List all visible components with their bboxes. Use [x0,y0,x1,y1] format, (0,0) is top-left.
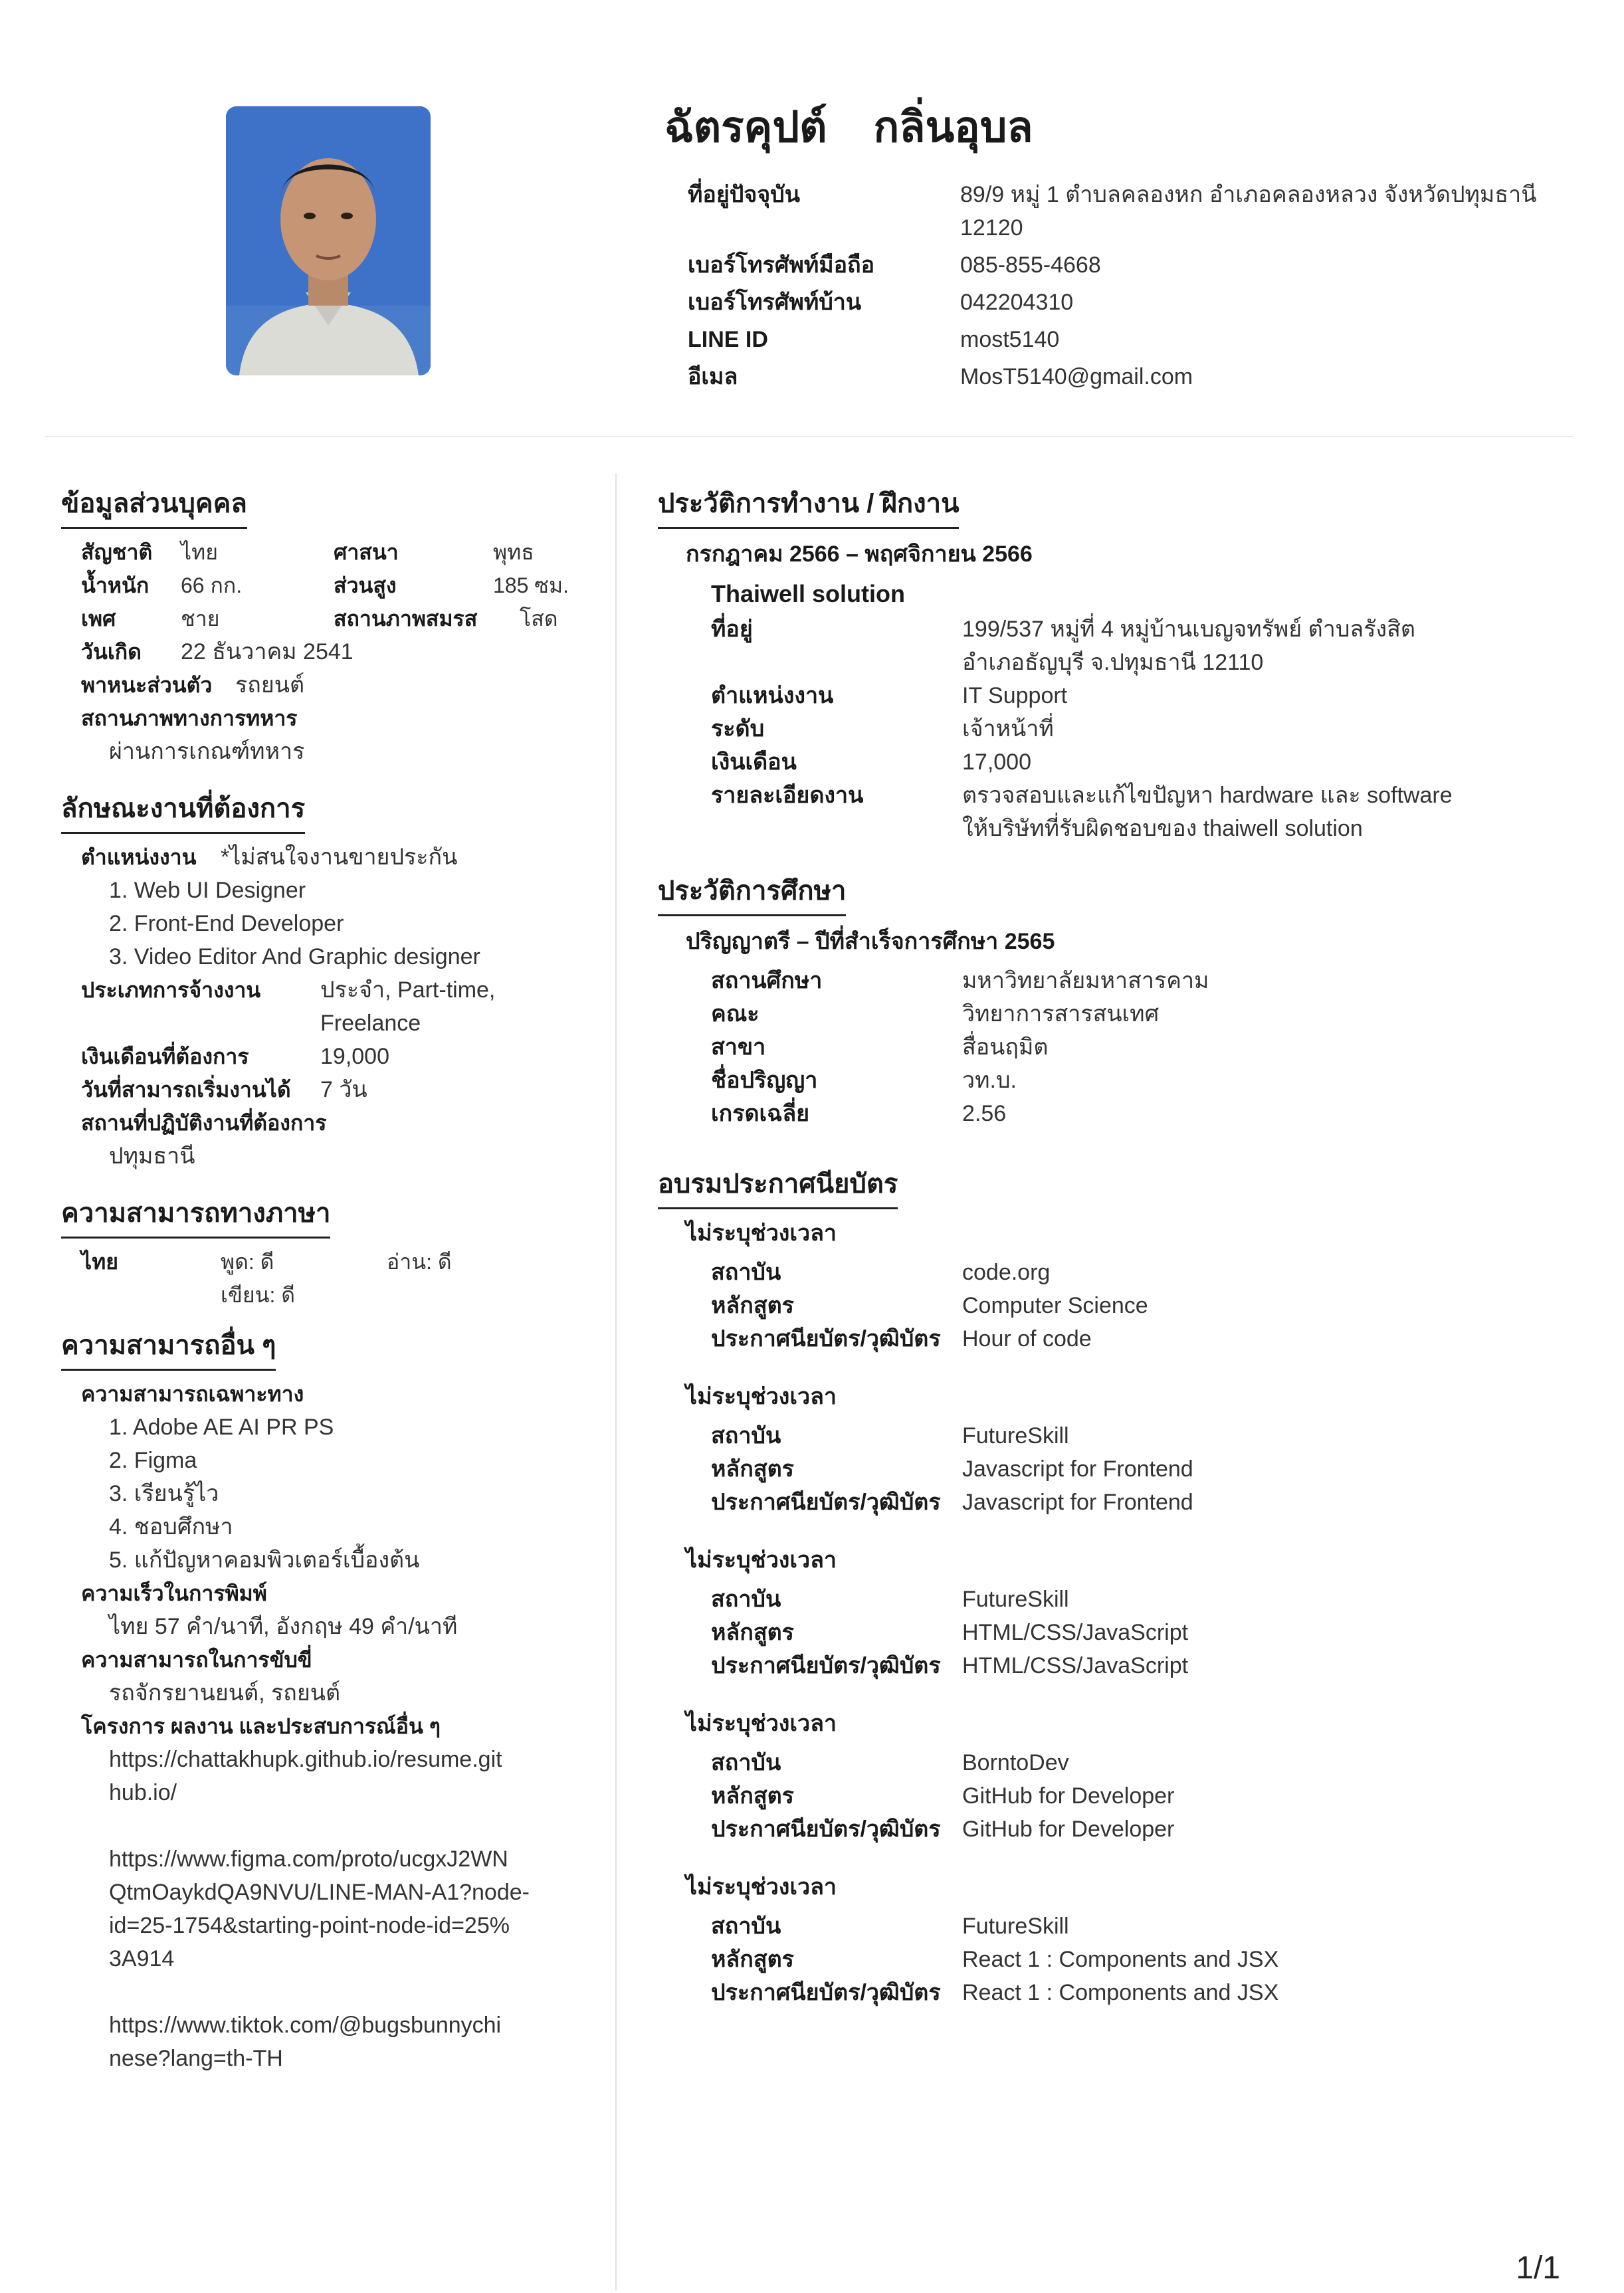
faculty-row [658,997,1575,1031]
special-skills-label: ความสามารถเฉพาะทาง [81,1382,304,1406]
marital-label: สถานภาพสมรส [334,607,478,631]
position-item: 2. Front-End Developer [109,911,344,936]
work-salary-label: เงินเดือน [711,749,797,775]
birth-label: วันเกิด [81,640,142,664]
contact-value: MosT5140@gmail.com [960,364,1193,389]
training-inst-row [658,1583,1575,1616]
last-name: กลิ่นอุบล [873,103,1033,151]
left-column [61,482,593,2075]
work-section-title: ประวัติการทำงาน / ฝึกงาน [658,482,959,529]
training-entry [658,1705,1575,1846]
language-write: เขียน: ดี [221,1283,295,1307]
full-name [664,93,1080,161]
major-label: สาขา [711,1035,766,1060]
skill-item: 2. Figma [109,1448,197,1473]
training-section-title: อบรมประกาศนียบัตร [658,1162,898,1209]
project-link-github[interactable] [61,1743,593,1809]
right-column [658,482,1575,2009]
work-level-label: ระดับ [711,716,765,742]
start-date-row [61,1073,593,1106]
contact-label: ที่อยู่ปัจจุบัน [688,182,801,207]
work-address-row [658,613,1575,679]
work-detail-label: รายละเอียดงาน [711,783,864,808]
address-line: 199/537 หมู่ที่ 4 หมู่บ้านเบญจทรัพย์ ตำบลรังสิต [962,617,1415,642]
training-course-row [658,1616,1575,1649]
link-text: QtmOaykdQA9NVU/LINE-MAN-A1?node- [109,1880,530,1905]
training-course-row [658,1289,1575,1322]
work-level-row [658,712,1575,746]
cert-value: React 1 : Components and JSX [962,1980,1279,2005]
training-period: ไม่ระบุช่วงเวลา [686,1547,837,1573]
weight-label: น้ำหนัก [81,573,150,597]
contact-email-row [688,360,1572,393]
gender-label: เพศ [81,607,116,631]
work-period: กรกฎาคม 2566 – พฤศจิกายน 2566 [686,542,1033,567]
language-speak: พูด: ดี [221,1250,274,1274]
training-course-row [658,1943,1575,1976]
inst-value: BorntoDev [962,1750,1069,1775]
weight-value: 66 กก. [181,573,243,597]
contact-home-phone-row [688,286,1572,319]
cert-label: ประกาศนียบัตร/วุฒิบัตร [711,1817,941,1842]
skills-section-title: ความสามารถอื่น ๆ [61,1324,276,1371]
link-text: 3A914 [109,1946,175,1971]
employment-type-value [320,973,495,1040]
gpa-value: 2.56 [962,1101,1007,1126]
work-position-label: ตำแหน่งงาน [711,683,834,708]
contact-block [688,178,1572,397]
contact-label: อีเมล [688,364,738,389]
nationality-value: ไทย [181,540,218,564]
work-address-label: ที่อยู่ [711,617,753,642]
contact-value: 042204310 [960,290,1074,315]
religion-value: พุทธ [493,540,534,564]
inst-value: FutureSkill [962,1587,1069,1612]
skill-item: 5. แก้ปัญหาคอมพิวเตอร์เบื้องต้น [109,1547,420,1573]
position-row [61,841,593,874]
page-number: 1/1 [1516,2250,1560,2286]
profile-photo [226,106,431,375]
language-grid [61,1245,593,1312]
expected-salary-value: 19,000 [320,1044,389,1069]
cert-value: Javascript for Frontend [962,1490,1193,1515]
birth-value: 22 ธันวาคม 2541 [181,639,354,664]
gpa-row [658,1097,1575,1130]
contact-mobile-row [688,249,1572,282]
course-value: Computer Science [962,1293,1148,1318]
inst-label: สถาบัน [711,1423,781,1448]
employment-type-line: Freelance [320,1011,421,1036]
degree-name-label: ชื่อปริญญา [711,1068,818,1093]
start-date-label: วันที่สามารถเริ่มงานได้ [81,1078,291,1102]
employment-type-label: ประเภทการจ้างงาน [81,978,261,1002]
personal-grid [61,536,593,635]
header-divider [45,436,1573,437]
school-label: สถานศึกษา [711,968,823,993]
training-inst-row [658,1256,1575,1289]
training-period: ไม่ระบุช่วงเวลา [686,1711,837,1736]
link-text: id=25-1754&starting-point-node-id=25% [109,1913,510,1938]
inst-value: FutureSkill [962,1914,1069,1939]
vehicle-row [61,668,593,702]
driving-value: รถจักรยานยนต์, รถยนต์ [109,1680,341,1706]
work-level-value: เจ้าหน้าที่ [962,716,1054,742]
birth-row [61,635,593,668]
cert-value: HTML/CSS/JavaScript [962,1653,1189,1678]
link-text: hub.io/ [109,1780,177,1805]
work-salary-row [658,746,1575,779]
degree-name-row [658,1064,1575,1097]
nationality-label: สัญชาติ [81,540,153,564]
position-label: ตำแหน่งงาน [81,845,197,869]
military-value: ผ่านการเกณฑ์ทหาร [109,739,305,764]
job-section-title: ลักษณะงานที่ต้องการ [61,787,305,834]
school-value: มหาวิทยาลัยมหาสารคาม [962,968,1209,993]
link-text: https://www.figma.com/proto/ucgxJ2WN [109,1846,508,1872]
degree-heading: ปริญญาตรี – ปีที่สำเร็จการศึกษา 2565 [686,929,1055,954]
personal-section-title: ข้อมูลส่วนบุคคล [61,482,247,529]
inst-label: สถาบัน [711,1587,781,1612]
training-entry [658,1868,1575,2009]
employment-type-row [61,973,593,1040]
course-label: หลักสูตร [711,1293,794,1318]
contact-value: most5140 [960,327,1060,352]
height-value: 185 ซม. [493,573,569,597]
contact-label: เบอร์โทรศัพท์มือถือ [688,252,875,278]
training-cert-row [658,1649,1575,1682]
training-inst-row [658,1910,1575,1943]
position-note: *ไม่สนใจงานขายประกัน [221,845,458,870]
detail-line: ให้บริษัทที่รับผิดชอบของ thaiwell solution [962,816,1363,841]
gender-value: ชาย [181,607,220,631]
language-section-title: ความสามารถทางภาษา [61,1191,330,1239]
driving-label: ความสามารถในการขับขี่ [81,1648,312,1672]
work-location-value: ปทุมธานี [109,1144,195,1169]
position-item: 3. Video Editor And Graphic designer [109,944,480,969]
work-position-value: IT Support [962,683,1068,708]
work-address-value [962,613,1575,679]
marital-value: โสด [520,607,558,631]
column-divider [615,473,617,2290]
military-label: สถานภาพทางการทหาร [81,706,298,730]
expected-salary-row [61,1040,593,1073]
training-cert-row [658,1813,1575,1846]
contact-label: LINE ID [688,327,768,352]
course-label: หลักสูตร [711,1783,794,1809]
start-date-value: 7 วัน [320,1077,367,1102]
company-name: Thaiwell solution [711,580,906,607]
course-value: Javascript for Frontend [962,1456,1193,1482]
school-row [658,964,1575,997]
education-section-title: ประวัติการศึกษา [658,869,846,916]
training-cert-row [658,1486,1575,1519]
training-cert-row [658,1976,1575,2009]
major-value: สื่อนฤมิต [962,1035,1049,1060]
course-value: HTML/CSS/JavaScript [962,1620,1189,1645]
course-label: หลักสูตร [711,1620,794,1645]
gpa-label: เกรดเฉลี่ย [711,1101,810,1126]
projects-label: โครงการ ผลงาน และประสบการณ์อื่น ๆ [81,1714,441,1738]
course-value: React 1 : Components and JSX [962,1947,1279,1972]
training-period: ไม่ระบุช่วงเวลา [686,1874,837,1900]
course-value: GitHub for Developer [962,1783,1175,1809]
training-entry [658,1215,1575,1355]
language-name: ไทย [81,1250,118,1274]
course-label: หลักสูตร [711,1456,794,1482]
training-course-row [658,1779,1575,1813]
contact-value: 085-855-4668 [960,252,1101,278]
language-read: อ่าน: ดี [387,1250,452,1274]
expected-salary-label: เงินเดือนที่ต้องการ [81,1045,249,1068]
inst-label: สถาบัน [711,1914,781,1939]
training-cert-row [658,1322,1575,1355]
skill-item: 3. เรียนรู้ไว [109,1481,219,1506]
address-line: อำเภอธัญบุรี จ.ปทุมธานี 12110 [962,650,1264,675]
contact-label: เบอร์โทรศัพท์บ้าน [688,290,862,315]
portrait-image [226,106,431,375]
faculty-label: คณะ [711,1001,760,1027]
link-text: nese?lang=th-TH [109,2046,283,2071]
work-location-label: สถานที่ปฏิบัติงานที่ต้องการ [81,1111,327,1135]
position-item: 1. Web UI Designer [109,878,306,903]
link-text: https://www.tiktok.com/@bugsbunnychi [109,2013,502,2038]
training-period: ไม่ระบุช่วงเวลา [686,1384,837,1409]
cert-label: ประกาศนียบัตร/วุฒิบัตร [711,1980,941,2005]
training-period: ไม่ระบุช่วงเวลา [686,1221,837,1246]
religion-label: ศาสนา [334,540,399,564]
detail-line: ตรวจสอบและแก้ไขปัญหา hardware และ software [962,783,1453,808]
typing-label: ความเร็วในการพิมพ์ [81,1581,267,1605]
skill-item: 4. ชอบศึกษา [109,1514,233,1540]
training-entry [658,1378,1575,1519]
inst-label: สถาบัน [711,1260,781,1285]
inst-label: สถาบัน [711,1750,781,1775]
project-link-tiktok[interactable] [61,2009,593,2075]
degree-name-value: วท.บ. [962,1068,1017,1093]
contact-line-row [688,323,1572,356]
training-entry [658,1542,1575,1682]
project-link-figma[interactable] [61,1843,593,1975]
employment-type-line: ประจำ, Part-time, [320,977,496,1003]
cert-label: ประกาศนียบัตร/วุฒิบัตร [711,1326,941,1351]
first-name: ฉัตรคุปต์ [664,103,827,151]
training-inst-row [658,1419,1575,1452]
course-label: หลักสูตร [711,1947,794,1972]
training-course-row [658,1452,1575,1486]
work-salary-value: 17,000 [962,749,1031,775]
inst-value: code.org [962,1260,1051,1285]
vehicle-value: รถยนต์ [235,672,305,698]
major-row [658,1031,1575,1064]
contact-address-row [688,178,1572,245]
cert-label: ประกาศนียบัตร/วุฒิบัตร [711,1490,941,1515]
work-detail-row [658,779,1575,845]
training-inst-row [658,1746,1575,1779]
work-position-row [658,679,1575,712]
link-text: https://chattakhupk.github.io/resume.git [109,1747,502,1772]
skill-item: 1. Adobe AE AI PR PS [109,1415,334,1440]
cert-value: Hour of code [962,1326,1092,1351]
cert-value: GitHub for Developer [962,1817,1175,1842]
inst-value: FutureSkill [962,1423,1069,1448]
typing-value: ไทย 57 คำ/นาที, อังกฤษ 49 คำ/นาที [109,1614,458,1639]
vehicle-label: พาหนะส่วนตัว [81,673,213,697]
cert-label: ประกาศนียบัตร/วุฒิบัตร [711,1653,941,1678]
work-detail-value [962,779,1575,845]
height-label: ส่วนสูง [334,573,397,597]
faculty-value: วิทยาการสารสนเทศ [962,1001,1160,1027]
contact-value: 89/9 หมู่ 1 ตำบลคลองหก อำเภอคลองหลวง จังหวัดปทุมธานี 12120 [960,182,1537,241]
